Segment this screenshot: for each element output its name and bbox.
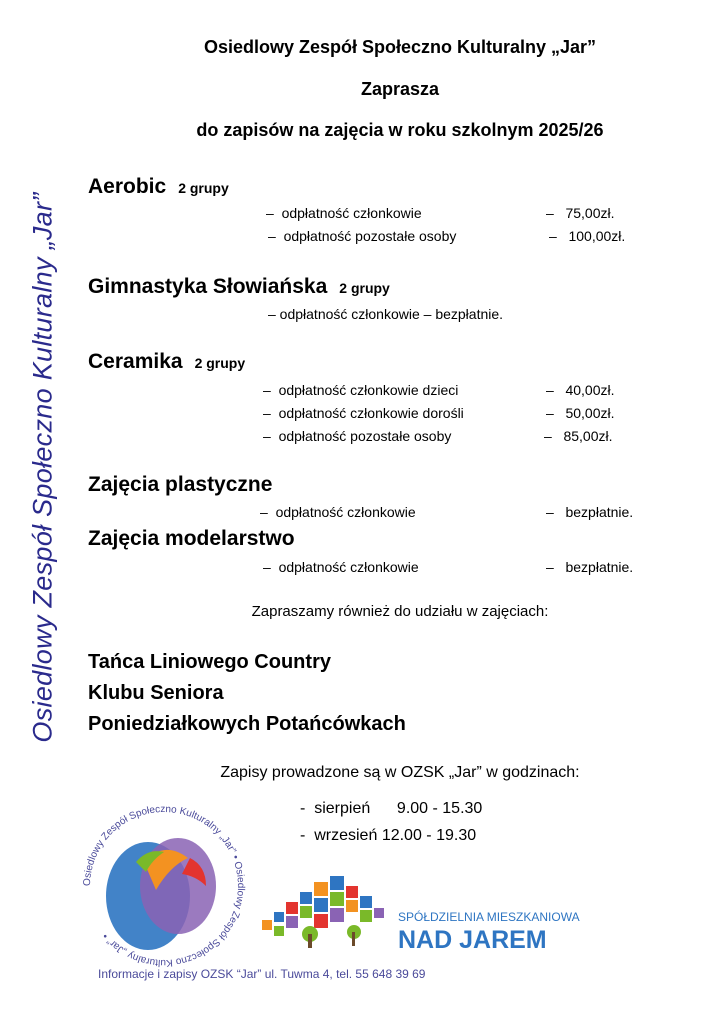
ozsk-jar-logo	[78, 800, 250, 972]
ceramika-title: Ceramika	[88, 350, 183, 373]
section-title-plastyczne: Zajęcia plastyczne	[88, 473, 273, 496]
gimnastyka-row: – odpłatność członkowie – bezpłatnie.	[268, 306, 504, 322]
plastyczne-row-value: – bezpłatnie.	[546, 504, 634, 520]
section-title-aerobic	[88, 175, 229, 199]
footer-contact: Informacje i zapisy OZSK “Jar” ul. Tuwma 4, tel. 55 648 39 69	[98, 967, 426, 981]
header-org-name: Osiedlowy Zespół Społeczno Kulturalny „Jar”	[203, 37, 597, 57]
activity-1: Tańca Liniowego Country	[88, 651, 331, 673]
activity-3: Poniedziałkowych Potańcówkach	[88, 713, 406, 735]
modelarstwo-row-label: – odpłatność członkowie	[263, 559, 419, 575]
aerobic-row-2-label: – odpłatność pozostałe osoby	[268, 228, 457, 244]
side-vertical-title: Osiedlowy Zespół Społeczno Kulturalny „Jar”	[27, 192, 58, 743]
logo-ring-text: Osiedlowy Zespół Społeczno Kulturalny „Jar” • Osiedlowy Zespół Społeczno Kulturalny „Jar” •	[81, 803, 247, 969]
aerobic-row-1-value: – 75,00zł.	[546, 205, 615, 221]
section-title-gimnastyka	[88, 275, 390, 299]
ceramika-row-2-value: – 50,00zł.	[546, 405, 615, 421]
spoldzielnia-building-icon	[258, 872, 400, 952]
ceramika-row-1-label: – odpłatność członkowie dzieci	[263, 382, 459, 398]
aerobic-groups: 2 grupy	[178, 180, 229, 196]
header-invites: Zaprasza	[360, 79, 440, 99]
section-title-modelarstwo: Zajęcia modelarstwo	[88, 527, 295, 550]
ceramika-row-3-value: – 85,00zł.	[544, 428, 613, 444]
aerobic-row-1-label: – odpłatność członkowie	[266, 205, 422, 221]
registration-item-1: - sierpień 9.00 - 15.30	[300, 800, 483, 817]
ceramika-groups: 2 grupy	[194, 355, 246, 371]
plastyczne-row-label: – odpłatność członkowie	[260, 504, 416, 520]
gimnastyka-groups: 2 grupy	[339, 280, 390, 296]
section-title-ceramika	[88, 350, 245, 374]
ceramika-row-1-value: – 40,00zł.	[546, 382, 615, 398]
ceramika-row-2-label: – odpłatność członkowie dorośli	[263, 405, 464, 421]
aerobic-title: Aerobic	[88, 175, 167, 198]
spoldzielnia-name-line1: SPÓŁDZIELNIA MIESZKANIOWA	[398, 910, 580, 924]
aerobic-row-2-value: – 100,00zł.	[549, 228, 626, 244]
ceramika-row-3-label: – odpłatność pozostałe osoby	[263, 428, 452, 444]
registration-intro: Zapisy prowadzone są w OZSK „Jar” w godzinach:	[220, 764, 580, 781]
modelarstwo-row-value: – bezpłatnie.	[546, 559, 634, 575]
header-subtitle: do zapisów na zajęcia w roku szkolnym 2025/26	[196, 120, 604, 140]
registration-item-2: - wrzesień 12.00 - 19.30	[300, 827, 477, 844]
gimnastyka-title: Gimnastyka Słowiańska	[88, 275, 328, 298]
invite-text: Zapraszamy również do udziału w zajęciach:	[251, 603, 549, 620]
spoldzielnia-name-line2: NAD JAREM	[398, 926, 547, 954]
activity-2: Klubu Seniora	[88, 682, 224, 704]
